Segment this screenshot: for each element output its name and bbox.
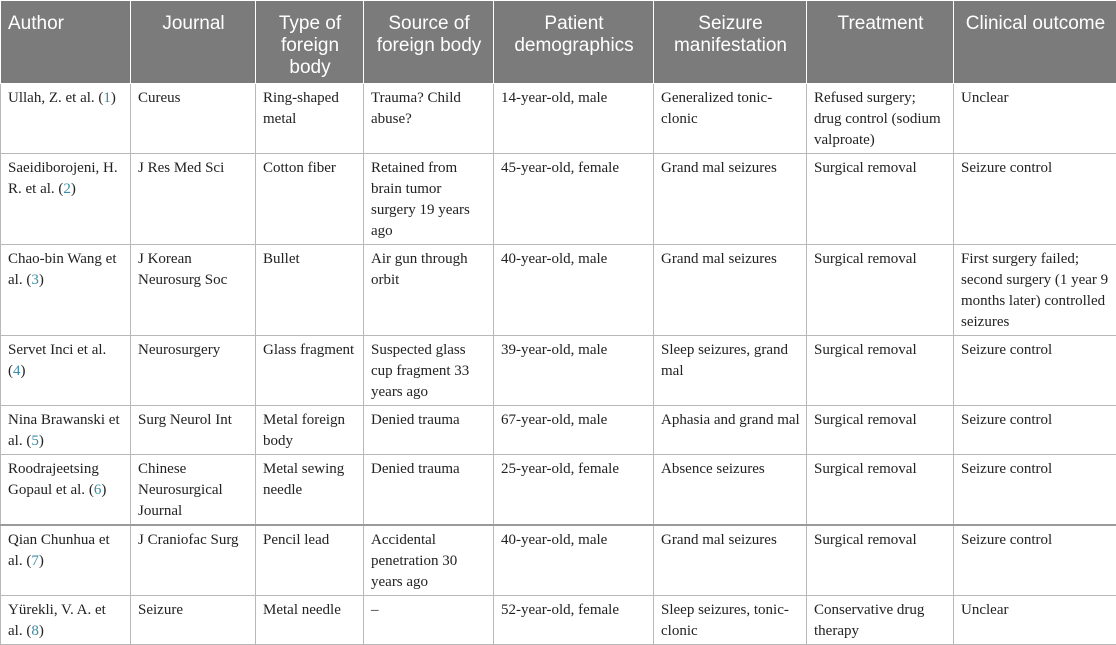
cell-treatment: Conservative drug therapy [807, 596, 954, 645]
table-row [1, 455, 1116, 526]
cell-journal: Chinese Neurosurgical Journal [131, 455, 256, 526]
cell-source: Denied trauma [364, 455, 494, 526]
table-row [1, 154, 1116, 245]
author-name: Yürekli, V. A. et al. [8, 602, 106, 639]
cell-author: Servet Inci et al. (4) [1, 336, 131, 406]
author-name: Nina Brawanski et al. [8, 412, 120, 449]
cell-outcome: Seizure control [954, 154, 1116, 245]
header-source: Source of foreign body [364, 1, 494, 84]
cell-outcome: Seizure control [954, 336, 1116, 406]
reference-link[interactable]: 7 [31, 553, 39, 569]
cell-source: – [364, 596, 494, 645]
cell-manifestation: Grand mal seizures [654, 525, 807, 596]
cell-manifestation: Absence seizures [654, 455, 807, 526]
cell-author: Nina Brawanski et al. (5) [1, 406, 131, 455]
cell-type: Metal foreign body [256, 406, 364, 455]
cell-manifestation: Grand mal seizures [654, 154, 807, 245]
header-author: Author [1, 1, 131, 84]
cell-journal: Neurosurgery [131, 336, 256, 406]
cell-source: Retained from brain tumor surgery 19 years ago [364, 154, 494, 245]
table-row [1, 596, 1116, 645]
cell-demographics: 25-year-old, female [494, 455, 654, 526]
cell-manifestation: Sleep seizures, grand mal [654, 336, 807, 406]
cell-outcome: Seizure control [954, 455, 1116, 526]
cell-source: Accidental penetration 30 years ago [364, 525, 494, 596]
cell-outcome: Unclear [954, 596, 1116, 645]
cell-outcome: Unclear [954, 84, 1116, 154]
cell-demographics: 67-year-old, male [494, 406, 654, 455]
cell-treatment: Surgical removal [807, 245, 954, 336]
cell-treatment: Surgical removal [807, 455, 954, 526]
cell-manifestation: Grand mal seizures [654, 245, 807, 336]
header-demographics: Patient demographics [494, 1, 654, 84]
cell-type: Bullet [256, 245, 364, 336]
cell-type: Glass fragment [256, 336, 364, 406]
cell-author: Roodrajeetsing Gopaul et al. (6) [1, 455, 131, 526]
cell-type: Metal needle [256, 596, 364, 645]
reference-link[interactable]: 5 [31, 433, 39, 449]
cell-type: Pencil lead [256, 525, 364, 596]
author-name: Saeidiborojeni, H. R. et al. [8, 160, 118, 197]
table-row [1, 525, 1116, 596]
reference-link[interactable]: 6 [94, 482, 102, 498]
reference-link[interactable]: 3 [31, 272, 39, 288]
cell-treatment: Surgical removal [807, 525, 954, 596]
table-row [1, 406, 1116, 455]
header-type: Type of foreign body [256, 1, 364, 84]
header-outcome: Clinical outcome [954, 1, 1116, 84]
cell-type: Metal sewing needle [256, 455, 364, 526]
cell-author: Yürekli, V. A. et al. (8) [1, 596, 131, 645]
cell-treatment: Surgical removal [807, 406, 954, 455]
cell-demographics: 39-year-old, male [494, 336, 654, 406]
cell-treatment: Refused surgery; drug control (sodium valproate) [807, 84, 954, 154]
author-name: Ullah, Z. et al. [8, 90, 95, 106]
cell-treatment: Surgical removal [807, 154, 954, 245]
header-row [1, 1, 1116, 84]
header-journal: Journal [131, 1, 256, 84]
reference-link[interactable]: 1 [103, 90, 111, 106]
cell-treatment: Surgical removal [807, 336, 954, 406]
cell-author: Ullah, Z. et al. (1) [1, 84, 131, 154]
cell-journal: J Res Med Sci [131, 154, 256, 245]
reference-link[interactable]: 2 [63, 181, 71, 197]
author-name: Chao-bin Wang et al. [8, 251, 117, 288]
cell-type: Cotton fiber [256, 154, 364, 245]
cell-author: Chao-bin Wang et al. (3) [1, 245, 131, 336]
cell-source: Denied trauma [364, 406, 494, 455]
cell-demographics: 52-year-old, female [494, 596, 654, 645]
cell-source: Suspected glass cup fragment 33 years ago [364, 336, 494, 406]
cell-manifestation: Generalized tonic-clonic [654, 84, 807, 154]
cell-journal: J Korean Neurosurg Soc [131, 245, 256, 336]
header-treatment: Treatment [807, 1, 954, 84]
cell-author: Saeidiborojeni, H. R. et al. (2) [1, 154, 131, 245]
cell-journal: Seizure [131, 596, 256, 645]
reference-link[interactable]: 4 [13, 363, 21, 379]
author-name: Roodrajeetsing Gopaul et al. [8, 461, 99, 498]
cell-journal: J Craniofac Surg [131, 525, 256, 596]
cell-source: Trauma? Child abuse? [364, 84, 494, 154]
cell-outcome: Seizure control [954, 525, 1116, 596]
table-row [1, 245, 1116, 336]
cell-demographics: 14-year-old, male [494, 84, 654, 154]
reference-link[interactable]: 8 [31, 623, 39, 639]
cell-source: Air gun through orbit [364, 245, 494, 336]
cell-manifestation: Aphasia and grand mal [654, 406, 807, 455]
cell-demographics: 40-year-old, male [494, 245, 654, 336]
author-name: Qian Chunhua et al. [8, 532, 110, 569]
table-row [1, 336, 1116, 406]
header-manifestation: Seizure manifestation [654, 1, 807, 84]
table-row [1, 84, 1116, 154]
cell-demographics: 40-year-old, male [494, 525, 654, 596]
cell-type: Ring-shaped metal [256, 84, 364, 154]
author-name: Servet Inci et al. [8, 342, 106, 358]
cell-author: Qian Chunhua et al. (7) [1, 525, 131, 596]
cell-demographics: 45-year-old, female [494, 154, 654, 245]
cell-outcome: Seizure control [954, 406, 1116, 455]
cell-manifestation: Sleep seizures, tonic-clonic [654, 596, 807, 645]
cell-journal: Cureus [131, 84, 256, 154]
cell-journal: Surg Neurol Int [131, 406, 256, 455]
cell-outcome: First surgery failed; second surgery (1 year 9 months later) controlled seizures [954, 245, 1116, 336]
